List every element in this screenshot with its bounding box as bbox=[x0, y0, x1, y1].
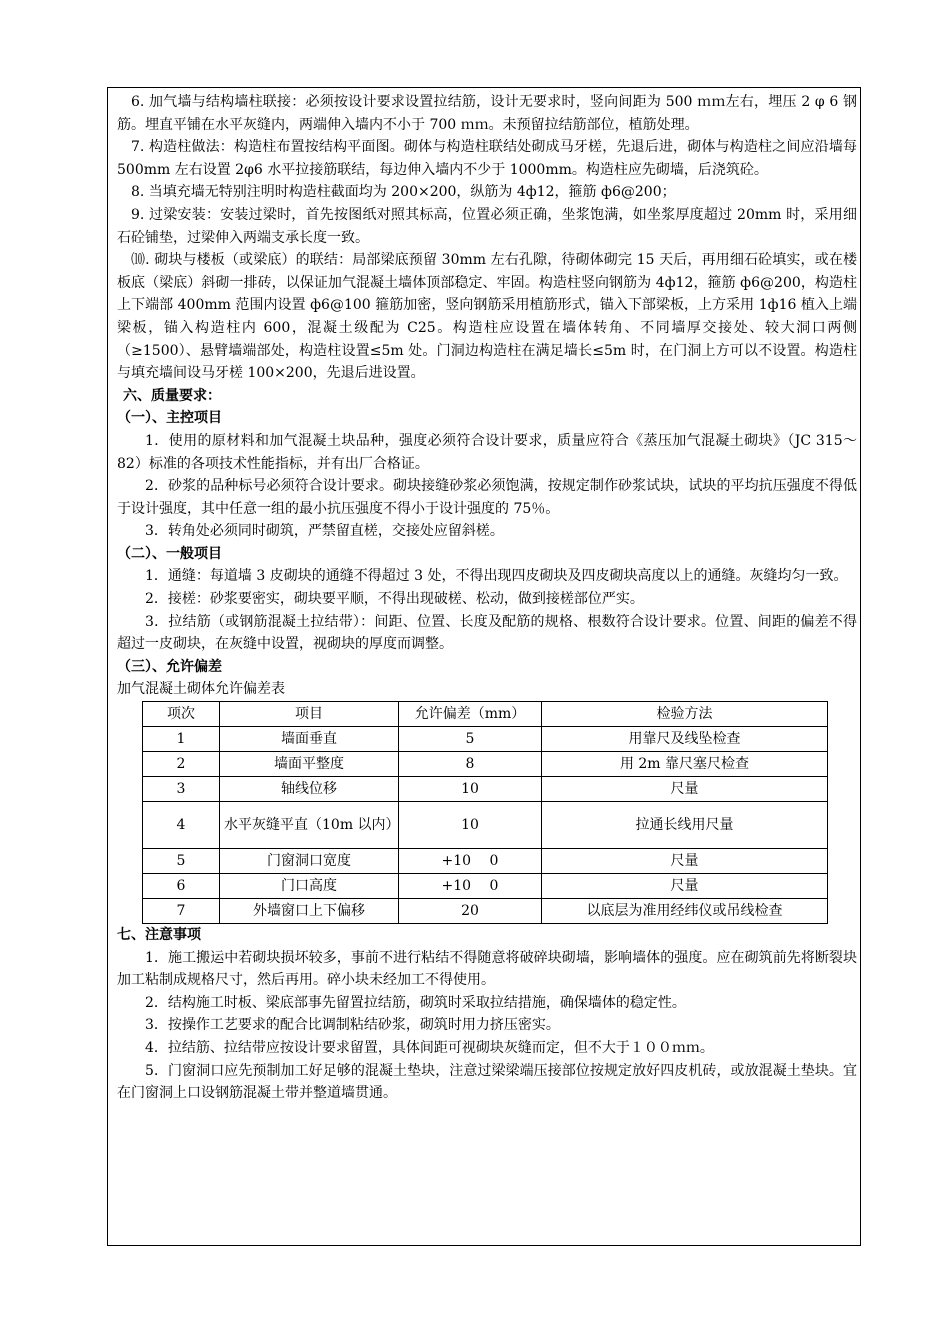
table-row bbox=[143, 874, 828, 899]
cell-method: 尺量 bbox=[542, 777, 828, 802]
cell-tolerance: 8 bbox=[399, 752, 542, 777]
paragraph-9: 9. 过梁安装：安装过梁时，首先按图纸对照其标高，位置必须正确，坐浆饱满，如坐浆厚度超过 20mm 时，采用细石砼铺垫，过梁伸入两端支承长度一致。 bbox=[117, 206, 857, 246]
cell-tolerance: +10 0 bbox=[399, 874, 542, 899]
cell-tolerance: 10 bbox=[399, 802, 542, 849]
tolerance-title: （三）、允许偏差 bbox=[117, 658, 222, 675]
cell-index: 5 bbox=[143, 849, 220, 874]
table-row bbox=[143, 802, 828, 849]
table-header-row bbox=[143, 702, 828, 727]
note-item: 5．门窗洞口应先预制加工好足够的混凝土垫块，注意过梁梁端压接部位按规定放好四皮机砖，或放混凝土垫块。宜在门窗洞上口设钢筋混凝土带并整道墙贯通。 bbox=[117, 1062, 857, 1102]
main-item: 1．使用的原材料和加气混凝土块品种，强度必须符合设计要求，质量应符合《蒸压加气混凝土砌块》（JC 315～82）标准的各项技术性能指标，并有出厂合格证。 bbox=[117, 432, 857, 472]
document-content bbox=[117, 91, 857, 1105]
cell-index: 1 bbox=[143, 727, 220, 752]
note-item: 4．拉结筋、拉结带应按设计要求留置，具体间距可视砌块灰缝而定，但不大于１００ｍｍ。 bbox=[145, 1040, 714, 1056]
cell-method: 拉通长线用尺量 bbox=[542, 802, 828, 849]
cell-item: 墙面垂直 bbox=[220, 727, 399, 752]
cell-tolerance: 10 bbox=[399, 777, 542, 802]
general-item: 2．接槎：砂浆要密实，砌块要平顺，不得出现破槎、松动，做到接槎部位严实。 bbox=[145, 591, 644, 608]
paragraph-8: 8. 当填充墙无特别注明时构造柱截面均为 200×200，纵筋为 4ф12，箍筋 ф6@200； bbox=[131, 184, 676, 201]
paragraph-7: 7. 构造柱做法：构造柱布置按结构平面图。砌体与构造柱联结处砌成马牙槎，先退后进，砌体与构造柱之间应沿墙每 500mm 左右设置 2φ6 水平拉接筋联结，每边伸入墙内不少于 1000mm。构造柱应先砌墙，后浇筑砼。 bbox=[117, 139, 857, 178]
cell-method: 尺量 bbox=[542, 874, 828, 899]
section-6-title: 六、质量要求： bbox=[123, 387, 221, 404]
header-tolerance: 允许偏差（mm） bbox=[399, 702, 542, 727]
paragraph-10: ⑽. 砌块与楼板（或梁底）的联结：局部梁底预留 30mm 左右孔隙，待砌体砌完 15 天后，再用细石砼填实，或在楼板底（梁底）斜砌一排砖，以保证加气混凝土墙体顶部稳定、牢固。构造柱竖向钢筋为 4ф12，箍筋 ф6@200，构造柱上下端部 400mm 范围内设置 ф6@100 箍筋加密，竖向钢筋采用植筋形式，锚入下部梁板，上方采用 1ф16 植入上端梁板，锚入构造柱内 600，混凝土级配为 C25。构造柱应设置在墙体转角、不同墙厚交接处、较大洞口两侧（≥1500）、悬臂墙端部处，构造柱设置≤5m 处。门洞边构造柱在满足墙长≤5m 时，在门洞上方可以不设置。构造柱与填充墙间设马牙槎 100×200，先退后进设置。 bbox=[117, 252, 857, 382]
cell-item: 外墙窗口上下偏移 bbox=[220, 899, 399, 924]
table-caption: 加气混凝土砌体允许偏差表 bbox=[117, 681, 285, 698]
table-row bbox=[143, 752, 828, 777]
cell-method: 用靠尺及线坠检查 bbox=[542, 727, 828, 752]
cell-index: 6 bbox=[143, 874, 220, 899]
cell-method: 用 2m 靠尺塞尺检查 bbox=[542, 752, 828, 777]
table-row bbox=[143, 849, 828, 874]
cell-item: 门窗洞口宽度 bbox=[220, 849, 399, 874]
section-7-title: 七、注意事项 bbox=[117, 927, 201, 944]
table-row bbox=[143, 899, 828, 924]
cell-index: 3 bbox=[143, 777, 220, 802]
main-item: 3．转角处必须同时砌筑，严禁留直槎，交接处应留斜槎。 bbox=[145, 523, 504, 540]
cell-tolerance: 20 bbox=[399, 899, 542, 924]
general-item: 1．通缝：每道墙 3 皮砌块的通缝不得超过 3 处，不得出现四皮砌块及四皮砌块高度以上的通缝。灰缝均匀一致。 bbox=[145, 568, 848, 585]
cell-index: 7 bbox=[143, 899, 220, 924]
paragraph-6: 6. 加气墙与结构墙柱联接：必须按设计要求设置拉结筋，设计无要求时，竖向间距为 500 ｍｍ左右，埋压 2 φ 6 钢筋。埋直平铺在水平灰缝内，两端伸入墙内不小于 700 ｍｍ。未预留拉结筋部位，植筋处理。 bbox=[117, 94, 857, 133]
cell-tolerance: 5 bbox=[399, 727, 542, 752]
note-item: 1．施工搬运中若砌块损坏较多，事前不进行粘结不得随意将破碎块砌墙，影响墙体的强度。应在砌筑前先将断裂块加工粘制成规格尺寸，然后再用。碎小块未经加工不得使用。 bbox=[117, 949, 857, 989]
main-items-title: （一）、主控项目 bbox=[117, 410, 222, 427]
note-item: 3．按操作工艺要求的配合比调制粘结砂浆，砌筑时用力挤压密实。 bbox=[145, 1017, 560, 1034]
cell-method: 以底层为准用经纬仪或吊线检查 bbox=[542, 899, 828, 924]
main-item: 2．砂浆的品种标号必须符合设计要求。砌块接缝砂浆必须饱满，按规定制作砂浆试块，试块的平均抗压强度不得低于设计强度，其中任意一组的最小抗压强度不得小于设计强度的 75％。 bbox=[117, 478, 857, 517]
header-method: 检验方法 bbox=[542, 702, 828, 727]
general-items-title: （二）、一般项目 bbox=[117, 545, 222, 562]
cell-item: 轴线位移 bbox=[220, 777, 399, 802]
cell-method: 尺量 bbox=[542, 849, 828, 874]
cell-index: 4 bbox=[143, 802, 220, 849]
tolerance-table bbox=[142, 701, 828, 924]
note-item: 2．结构施工时板、梁底部事先留置拉结筋，砌筑时采取拉结措施，确保墙体的稳定性。 bbox=[145, 994, 686, 1011]
cell-item: 门口高度 bbox=[220, 874, 399, 899]
header-item: 项目 bbox=[220, 702, 399, 727]
header-index: 项次 bbox=[143, 702, 220, 727]
document-frame bbox=[107, 87, 861, 1246]
cell-item: 水平灰缝平直（10m 以内） bbox=[220, 802, 399, 849]
cell-item: 墙面平整度 bbox=[220, 752, 399, 777]
table-row bbox=[143, 727, 828, 752]
table-row bbox=[143, 777, 828, 802]
cell-tolerance: +10 0 bbox=[399, 849, 542, 874]
general-item: 3．拉结筋（或钢筋混凝土拉结带）：间距、位置、长度及配筋的规格、根数符合设计要求。位置、间距的偏差不得超过一皮砌块，在灰缝中设置，视砌块的厚度而调整。 bbox=[117, 613, 857, 653]
cell-index: 2 bbox=[143, 752, 220, 777]
